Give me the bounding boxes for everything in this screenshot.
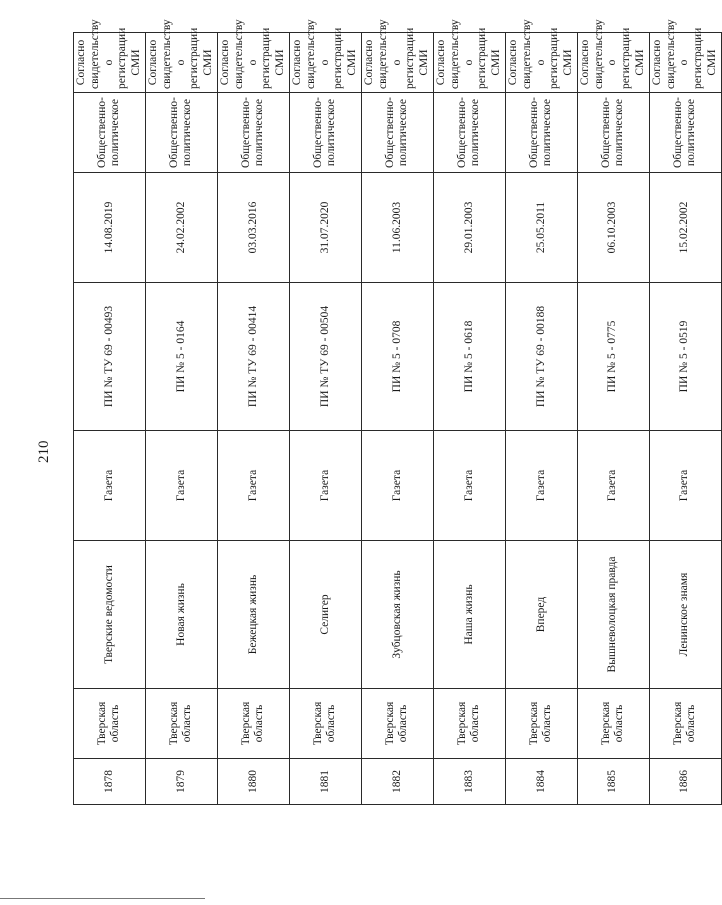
cell-region: Тверская область bbox=[289, 689, 361, 759]
table-row bbox=[361, 33, 433, 805]
table-row bbox=[505, 33, 577, 805]
cell-distribution-form: Газета bbox=[649, 431, 721, 541]
cell-topic: Общественно-политическое bbox=[289, 93, 361, 173]
cell-media-title: Бежецкая жизнь bbox=[217, 541, 289, 689]
cell-region: Тверская область bbox=[145, 689, 217, 759]
table-row bbox=[433, 33, 505, 805]
cell-media-title: Новая жизнь bbox=[145, 541, 217, 689]
footnote-rule bbox=[0, 898, 205, 899]
cell-registration-date: 03.03.2016 bbox=[217, 173, 289, 283]
table-body bbox=[74, 19, 722, 805]
cell-topic: Общественно-политическое bbox=[145, 93, 217, 173]
cell-region: Тверская область bbox=[217, 689, 289, 759]
cell-distribution-form: Газета bbox=[361, 431, 433, 541]
cell-registration-number: ПИ № ТУ 69 - 00504 bbox=[289, 283, 361, 431]
cell-media-title: Селигер bbox=[289, 541, 361, 689]
cell-topic: Общественно-политическое bbox=[649, 93, 721, 173]
cell-registration-number: ПИ № ТУ 69 - 00414 bbox=[217, 283, 289, 431]
cell-distribution-form: Газета bbox=[217, 431, 289, 541]
cell-distribution-form: Газета bbox=[505, 431, 577, 541]
cell-topic: Общественно-политическое bbox=[361, 93, 433, 173]
cell-territory: Согласно свидетельству о регистрации СМИ bbox=[145, 33, 217, 93]
cell-entry-number: 1880 bbox=[217, 759, 289, 805]
rotated-table-frame bbox=[73, 19, 719, 805]
cell-region: Тверская область bbox=[74, 689, 146, 759]
cell-media-title: Наша жизнь bbox=[433, 541, 505, 689]
cell-territory: Согласно свидетельству о регистрации СМИ bbox=[649, 33, 721, 93]
cell-distribution-form: Газета bbox=[74, 431, 146, 541]
cell-registration-date: 06.10.2003 bbox=[577, 173, 649, 283]
cell-registration-number: ПИ № 5 - 0164 bbox=[145, 283, 217, 431]
cell-entry-number: 1881 bbox=[289, 759, 361, 805]
cell-media-title: Зубцовская жизнь bbox=[361, 541, 433, 689]
cell-registration-date: 31.07.2020 bbox=[289, 173, 361, 283]
table-row bbox=[649, 33, 721, 805]
table-row bbox=[217, 33, 289, 805]
cell-registration-number: ПИ № 5 - 0618 bbox=[433, 283, 505, 431]
cell-territory: Согласно свидетельству о регистрации СМИ bbox=[217, 33, 289, 93]
cell-entry-number: 1885 bbox=[577, 759, 649, 805]
media-registry-table bbox=[73, 19, 722, 805]
page-number: 210 bbox=[36, 440, 52, 464]
cell-territory: Согласно свидетельству о регистрации СМИ bbox=[361, 33, 433, 93]
cell-registration-date: 29.01.2003 bbox=[433, 173, 505, 283]
cell-region: Тверская область bbox=[433, 689, 505, 759]
cell-registration-date: 11.06.2003 bbox=[361, 173, 433, 283]
cell-entry-number: 1884 bbox=[505, 759, 577, 805]
cell-territory: Согласно свидетельству о регистрации СМИ bbox=[289, 33, 361, 93]
cell-registration-date: 24.02.2002 bbox=[145, 173, 217, 283]
cell-topic: Общественно-политическое bbox=[505, 93, 577, 173]
cell-registration-number: ПИ № ТУ 69 - 00188 bbox=[505, 283, 577, 431]
cell-entry-number: 1882 bbox=[361, 759, 433, 805]
cell-region: Тверская область bbox=[505, 689, 577, 759]
cell-media-title: Вышневолоцкая правда bbox=[577, 541, 649, 689]
cell-media-title: Ленинское знамя bbox=[649, 541, 721, 689]
cell-registration-date: 14.08.2019 bbox=[74, 173, 146, 283]
cell-territory: Согласно свидетельству о регистрации СМИ bbox=[74, 33, 146, 93]
cell-media-title: Вперед bbox=[505, 541, 577, 689]
cell-entry-number: 1883 bbox=[433, 759, 505, 805]
cell-topic: Общественно-политическое bbox=[74, 93, 146, 173]
cell-registration-number: ПИ № 5 - 0519 bbox=[649, 283, 721, 431]
cell-distribution-form: Газета bbox=[145, 431, 217, 541]
cell-topic: Общественно-политическое bbox=[433, 93, 505, 173]
cell-topic: Общественно-политическое bbox=[217, 93, 289, 173]
table-row bbox=[577, 33, 649, 805]
cell-region: Тверская область bbox=[649, 689, 721, 759]
cell-territory: Согласно свидетельству о регистрации СМИ bbox=[505, 33, 577, 93]
cell-registration-number: ПИ № 5 - 0708 bbox=[361, 283, 433, 431]
cell-territory: Согласно свидетельству о регистрации СМИ bbox=[577, 33, 649, 93]
cell-distribution-form: Газета bbox=[289, 431, 361, 541]
cell-registration-number: ПИ № 5 - 0775 bbox=[577, 283, 649, 431]
cell-entry-number: 1886 bbox=[649, 759, 721, 805]
cell-entry-number: 1878 bbox=[74, 759, 146, 805]
cell-region: Тверская область bbox=[361, 689, 433, 759]
cell-distribution-form: Газета bbox=[577, 431, 649, 541]
registry-table-container bbox=[73, 19, 719, 805]
table-row bbox=[145, 33, 217, 805]
cell-entry-number: 1879 bbox=[145, 759, 217, 805]
table-row bbox=[289, 33, 361, 805]
cell-distribution-form: Газета bbox=[433, 431, 505, 541]
cell-media-title: Тверские ведомости bbox=[74, 541, 146, 689]
table-row bbox=[74, 33, 146, 805]
cell-region: Тверская область bbox=[577, 689, 649, 759]
cell-registration-date: 15.02.2002 bbox=[649, 173, 721, 283]
cell-territory: Согласно свидетельству о регистрации СМИ bbox=[433, 33, 505, 93]
cell-topic: Общественно-политическое bbox=[577, 93, 649, 173]
cell-registration-number: ПИ № ТУ 69 - 00493 bbox=[74, 283, 146, 431]
cell-registration-date: 25.05.2011 bbox=[505, 173, 577, 283]
